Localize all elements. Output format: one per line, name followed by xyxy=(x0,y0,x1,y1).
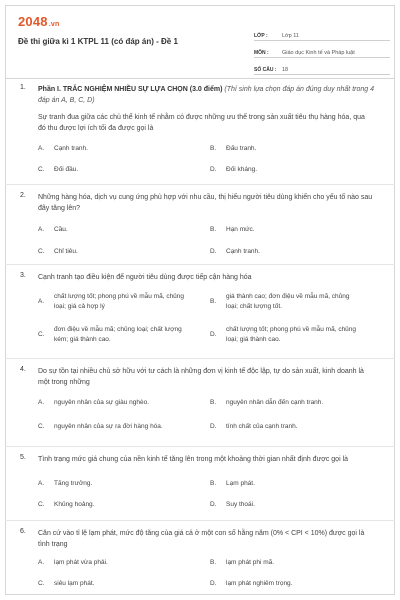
question-divider xyxy=(5,446,395,447)
option-label: B. xyxy=(210,298,217,305)
question-text: Do sự tồn tại nhiều chủ sở hữu với tư cách là những đơn vị kinh tế độc lập, tự do sản xuất, kinh doanh là một trong những xyxy=(38,368,364,386)
meta-key: MÔN : xyxy=(254,50,269,56)
option-text: Tăng trưởng. xyxy=(54,480,93,487)
logo-main: 2048 xyxy=(18,14,48,29)
question-1 xyxy=(20,84,375,176)
option-label: D. xyxy=(210,423,217,430)
question-text: Tình trạng mức giá chung của nền kinh tế tăng lên trong một khoảng thời gian nhất định được gọi là xyxy=(38,456,349,463)
option-label: B. xyxy=(210,226,217,233)
exam-title: Đề thi giữa kì 1 KTPL 11 (có đáp án) - Đề 1 xyxy=(18,37,178,46)
question-text xyxy=(38,84,374,134)
option-text: nguyên nhân của sự giàu nghèo. xyxy=(54,399,150,406)
option-label: C. xyxy=(38,501,45,508)
question-4 xyxy=(20,366,375,442)
option-label: A. xyxy=(38,559,45,566)
option-text: Khủng hoảng. xyxy=(54,501,95,508)
header-divider xyxy=(5,78,395,79)
option-label: C. xyxy=(38,248,45,255)
meta-row-class xyxy=(254,26,390,41)
question-number: 1. xyxy=(20,84,26,91)
option-text: Đấu tranh. xyxy=(226,145,257,152)
option-text: Hạn mức. xyxy=(226,226,255,233)
question-divider xyxy=(5,184,395,185)
section-note: (Thí sinh lựa chọn đáp án đúng duy nhất trong 4 đáp án A, B, C, D) xyxy=(38,86,374,104)
option-label: D. xyxy=(210,331,217,338)
question-3 xyxy=(20,272,375,360)
option-label: D. xyxy=(210,248,217,255)
site-logo[interactable] xyxy=(18,14,59,29)
question-divider xyxy=(5,264,395,265)
question-divider xyxy=(5,520,395,521)
question-text: Cạnh tranh tạo điều kiện để người tiêu dùng được tiếp cận hàng hóa xyxy=(38,274,252,281)
meta-row-subject xyxy=(254,43,390,58)
option-label: A. xyxy=(38,145,45,152)
option-text: lạm phát nghiêm trọng. xyxy=(226,580,293,587)
option-text: Cạnh tranh. xyxy=(226,248,260,255)
option-text: chất lượng tốt; phong phú về mẫu mã, chủng loại; giá cả hợp lý xyxy=(54,293,185,310)
exam-meta xyxy=(254,26,390,75)
meta-row-count xyxy=(254,60,390,75)
meta-value: Lớp 11 xyxy=(282,33,299,39)
option-label: C. xyxy=(38,331,45,338)
page-header xyxy=(18,14,390,73)
option-text: Đối đầu. xyxy=(54,166,79,173)
question-body: Sự tranh đua giữa các chủ thể kinh tế nhằm có được những ưu thế trong sản xuất tiêu thụ hàng hóa, qua đó thu được lợi ích tối đa được gọi là xyxy=(38,114,365,132)
option-text: Cầu. xyxy=(54,226,68,233)
question-2 xyxy=(20,192,375,264)
option-text: lạm phát phi mã. xyxy=(226,559,275,566)
meta-value: Giáo dục Kinh tế và Pháp luật xyxy=(282,50,355,56)
option-label: D. xyxy=(210,501,217,508)
meta-key: LỚP : xyxy=(254,33,268,39)
question-6 xyxy=(20,528,375,592)
question-number: 4. xyxy=(20,366,26,373)
option-text: siêu lạm phát. xyxy=(54,580,95,587)
option-label: A. xyxy=(38,226,45,233)
option-label: B. xyxy=(210,399,217,406)
option-label: C. xyxy=(38,166,45,173)
section-title: Phần I. TRẮC NGHIỆM NHIỀU SỰ LỰA CHỌN (3.0 điểm) xyxy=(38,86,223,93)
option-text: Suy thoái. xyxy=(226,501,255,508)
question-number: 6. xyxy=(20,528,26,535)
option-label: B. xyxy=(210,480,217,487)
option-label: C. xyxy=(38,423,45,430)
option-label: B. xyxy=(210,559,217,566)
option-label: A. xyxy=(38,298,45,305)
option-label: B. xyxy=(210,145,217,152)
question-5 xyxy=(20,454,375,526)
option-text: Chỉ tiêu. xyxy=(54,248,78,255)
meta-key: SỐ CÂU : xyxy=(254,67,277,73)
logo-tld: .vn xyxy=(48,21,60,28)
option-text: Cạnh tranh. xyxy=(54,145,88,152)
question-number: 5. xyxy=(20,454,26,461)
option-label: C. xyxy=(38,580,45,587)
question-text: Căn cứ vào tỉ lệ lạm phát, mức độ tăng của giá cả ở một con số hằng năm (0% < CPI < 10%) được gọi là tình trạng xyxy=(38,530,365,548)
option-text: chất lượng tốt; phong phú về mẫu mã, chủng loại; giá thành cao. xyxy=(226,326,357,343)
option-text: giá thành cao; đơn điệu về mẫu mã, chủng loại; chất lượng tốt. xyxy=(226,293,350,310)
option-label: D. xyxy=(210,166,217,173)
option-label: A. xyxy=(38,399,45,406)
option-text: nguyên nhân của sự ra đời hàng hóa. xyxy=(54,423,163,430)
meta-value: 18 xyxy=(282,67,289,73)
option-label: A. xyxy=(38,480,45,487)
question-number: 2. xyxy=(20,192,26,199)
question-text: Những hàng hóa, dịch vụ cung ứng phù hợp với nhu cầu, thị hiếu người tiêu dùng khiến cho yếu tố nào sau đây tăng lên? xyxy=(38,194,373,212)
option-text: tính chất của cạnh tranh. xyxy=(226,423,298,430)
question-divider xyxy=(5,358,395,359)
option-label: D. xyxy=(210,580,217,587)
question-number: 3. xyxy=(20,272,26,279)
option-text: Lạm phát. xyxy=(226,480,255,487)
option-text: Đối kháng. xyxy=(226,166,258,173)
option-text: đơn điệu về mẫu mã; chủng loại; chất lượng kém; giá thành cao. xyxy=(54,326,182,343)
option-text: nguyên nhân dẫn đến cạnh tranh. xyxy=(226,399,324,406)
option-text: lạm phát vừa phải. xyxy=(54,559,108,566)
